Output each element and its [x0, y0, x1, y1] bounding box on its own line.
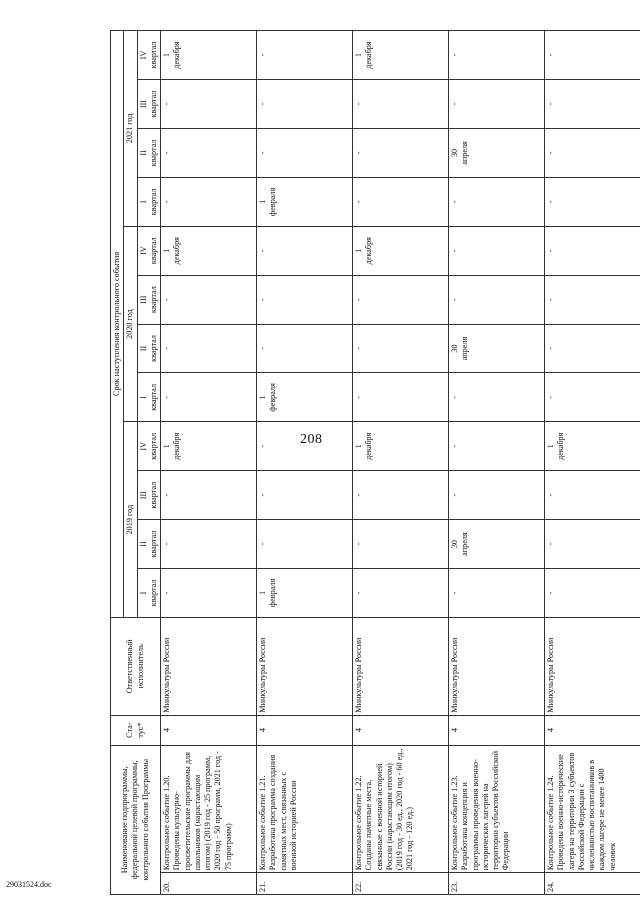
event-name: Контрольное событие 1.20. Проведены культурно-просветительские программы для школьников (нарастающим итогом) (2019 год - 25 программ, 2020 год - 50 программ, 2021 год - 75 программ)	[161, 745, 257, 873]
event-status: 4	[449, 715, 545, 745]
quarter-number: I	[138, 396, 148, 399]
deadline-day: -	[450, 102, 459, 106]
deadline-day: -	[450, 396, 459, 399]
deadline-day: 30	[450, 539, 459, 549]
quarter-cell	[161, 226, 257, 275]
table-body	[161, 31, 640, 895]
quarter-cell	[257, 373, 353, 422]
quarter-cell	[449, 226, 545, 275]
rotated-document-page	[110, 30, 640, 895]
quarter-word: квартал	[148, 41, 158, 69]
deadline-day: -	[450, 249, 459, 253]
deadline-day: 1	[258, 199, 267, 204]
deadline-day: -	[546, 396, 555, 399]
quarter-cell	[449, 569, 545, 618]
quarter-cell	[353, 569, 449, 618]
footer-doc-code: 29031524.doc	[6, 880, 52, 889]
header-quarter	[137, 128, 161, 177]
quarter-word: квартал	[148, 90, 158, 118]
deadline-month: декабря	[364, 237, 374, 265]
quarter-cell	[353, 31, 449, 80]
deadline-day: 30	[450, 148, 459, 158]
quarter-number: III	[138, 491, 148, 500]
header-year-2020: 2020 год	[124, 226, 137, 422]
deadline-day: -	[546, 53, 555, 57]
deadline-day: 30	[450, 344, 459, 353]
header-quarter	[137, 31, 161, 80]
event-executor: Минкультуры России	[545, 617, 640, 715]
quarter-cell	[161, 31, 257, 80]
deadline-day: -	[354, 200, 363, 204]
deadline-day: -	[258, 493, 267, 497]
deadline-month: декабря	[556, 432, 566, 460]
quarter-cell	[353, 177, 449, 226]
deadline-day: -	[258, 249, 267, 253]
header-quarter	[137, 324, 161, 373]
quarter-cell	[449, 324, 545, 373]
event-executor: Минкультуры России	[449, 617, 545, 715]
quarter-cell	[161, 80, 257, 129]
deadline-day: -	[162, 591, 171, 595]
row-number: 22.	[353, 873, 449, 895]
quarter-cell	[353, 471, 449, 520]
quarter-word: квартал	[148, 579, 158, 607]
deadline-day: -	[258, 444, 267, 448]
quarter-number: II	[138, 150, 148, 156]
event-name: Контрольное событие 1.24. Проведены военно-исторические лагеря на территории 3 субъектов Российской Федерации с численностью воспитанников в каждом лагере не менее 1400 человек	[545, 745, 640, 873]
deadline-day: -	[354, 347, 363, 350]
quarter-cell	[161, 177, 257, 226]
quarter-cell	[545, 520, 640, 569]
quarter-number: I	[138, 200, 148, 204]
quarter-cell	[545, 471, 640, 520]
quarter-cell	[449, 471, 545, 520]
control-events-table	[110, 30, 640, 895]
header-quarter	[137, 569, 161, 618]
table-row	[257, 31, 353, 895]
deadline-day: -	[258, 102, 267, 106]
header-year-2019: 2019 год	[124, 422, 137, 618]
deadline-day: 1	[354, 53, 363, 58]
quarter-cell	[257, 275, 353, 324]
quarter-cell	[545, 422, 640, 471]
quarter-cell	[257, 569, 353, 618]
deadline-day: -	[258, 298, 267, 301]
event-name: Контрольное событие 1.23. Разработана концепция и программы проведения военно-исторических лагерей на территории субъектов Российской Федерации	[449, 745, 545, 873]
event-executor: Минкультуры России	[161, 617, 257, 715]
quarter-cell	[449, 275, 545, 324]
quarter-cell	[449, 31, 545, 80]
deadline-day: 1	[354, 444, 363, 449]
quarter-cell	[353, 226, 449, 275]
event-status: 4	[353, 715, 449, 745]
quarter-cell	[353, 324, 449, 373]
quarter-cell	[545, 128, 640, 177]
deadline-day: -	[546, 151, 555, 155]
event-name: Контрольное событие 1.21. Разработана программа создания памятных мест, связанных с военной историей России	[257, 745, 353, 873]
quarter-cell	[161, 324, 257, 373]
deadline-day: -	[354, 591, 363, 595]
deadline-day: -	[258, 53, 267, 57]
event-status: 4	[161, 715, 257, 745]
deadline-month: декабря	[364, 432, 374, 460]
quarter-number: IV	[138, 246, 148, 256]
quarter-cell	[545, 275, 640, 324]
deadline-month: февраля	[268, 187, 278, 217]
table-row	[449, 31, 545, 895]
quarter-word: квартал	[148, 237, 158, 265]
quarter-cell	[353, 422, 449, 471]
header-quarter	[137, 373, 161, 422]
deadline-day: -	[450, 200, 459, 204]
row-number: 20.	[161, 873, 257, 895]
event-executor: Минкультуры России	[257, 617, 353, 715]
quarter-cell	[161, 520, 257, 569]
quarter-number: IV	[138, 50, 148, 60]
quarter-cell	[449, 373, 545, 422]
deadline-day: -	[354, 151, 363, 155]
quarter-cell	[161, 569, 257, 618]
deadline-day: -	[546, 347, 555, 350]
deadline-day: -	[162, 151, 171, 155]
header-quarter	[137, 422, 161, 471]
header-quarter	[137, 80, 161, 129]
header-deadline-group: Срок наступления контрольного события	[111, 31, 124, 618]
deadline-day: -	[450, 493, 459, 497]
quarter-word: квартал	[148, 530, 158, 558]
quarter-word: квартал	[148, 481, 158, 509]
quarter-cell	[161, 275, 257, 324]
quarter-word: квартал	[148, 188, 158, 216]
quarter-cell	[257, 324, 353, 373]
deadline-day: -	[546, 298, 555, 301]
header-quarter	[137, 226, 161, 275]
deadline-month: декабря	[172, 41, 182, 69]
deadline-day: -	[162, 396, 171, 399]
quarter-cell	[161, 373, 257, 422]
deadline-month: апреля	[460, 336, 470, 361]
quarter-cell	[545, 373, 640, 422]
deadline-day: -	[162, 347, 171, 350]
quarter-cell	[161, 422, 257, 471]
event-name: Контрольное событие 1.22. Созданы памятные места, связанные с военной историей России (нарастающим итогом) (2019 год - 30 ед., 2020 год - 60 ед., 2021 год - 120 ед.)	[353, 745, 449, 873]
quarter-cell	[545, 80, 640, 129]
quarter-cell	[353, 128, 449, 177]
deadline-day: -	[354, 542, 363, 546]
deadline-month: декабря	[172, 237, 182, 265]
deadline-day: -	[450, 591, 459, 595]
event-status: 4	[257, 715, 353, 745]
deadline-month: февраля	[268, 578, 278, 608]
deadline-day: 1	[258, 590, 267, 595]
quarter-cell	[257, 520, 353, 569]
deadline-day: -	[354, 102, 363, 106]
quarter-cell	[257, 80, 353, 129]
page-number: 208	[300, 432, 323, 447]
event-executor: Минкультуры России	[353, 617, 449, 715]
quarter-number: I	[138, 591, 148, 595]
quarter-cell	[257, 471, 353, 520]
quarter-cell	[257, 422, 353, 471]
header-name-col: Наименование подпрограммы, федеральной целевой программы, контрольного события Программы	[111, 745, 161, 894]
row-number: 23.	[449, 873, 545, 895]
deadline-day: -	[450, 298, 459, 301]
deadline-day: -	[162, 542, 171, 546]
deadline-day: -	[354, 493, 363, 497]
table-row	[545, 31, 640, 895]
quarter-cell	[257, 31, 353, 80]
deadline-month: декабря	[364, 41, 374, 69]
quarter-cell	[353, 520, 449, 569]
header-quarter	[137, 177, 161, 226]
quarter-number: III	[138, 295, 148, 304]
quarter-cell	[449, 520, 545, 569]
deadline-day: -	[450, 444, 459, 448]
header-quarter	[137, 471, 161, 520]
deadline-day: 1	[162, 444, 171, 449]
deadline-day: -	[258, 542, 267, 546]
quarter-cell	[449, 80, 545, 129]
deadline-day: -	[450, 53, 459, 57]
quarter-cell	[353, 275, 449, 324]
header-executor-col: Ответственный исполнитель	[111, 617, 161, 715]
header-year-2021: 2021 год	[124, 31, 137, 227]
quarter-cell	[545, 177, 640, 226]
deadline-day: 1	[162, 53, 171, 58]
quarter-number: II	[138, 541, 148, 547]
row-number: 21.	[257, 873, 353, 895]
quarter-cell	[545, 31, 640, 80]
deadline-day: -	[546, 591, 555, 595]
quarter-cell	[257, 128, 353, 177]
deadline-month: февраля	[268, 383, 278, 412]
quarter-number: II	[138, 345, 148, 352]
quarter-cell	[353, 373, 449, 422]
deadline-day: 1	[162, 248, 171, 253]
quarter-cell	[257, 226, 353, 275]
event-status: 4	[545, 715, 640, 745]
quarter-cell	[449, 422, 545, 471]
table-row	[161, 31, 257, 895]
quarter-word: квартал	[148, 335, 158, 362]
deadline-day: -	[354, 298, 363, 301]
deadline-day: -	[162, 298, 171, 301]
deadline-day: -	[546, 249, 555, 253]
quarter-word: квартал	[148, 383, 158, 411]
header-quarter	[137, 520, 161, 569]
deadline-day: -	[162, 200, 171, 204]
deadline-day: -	[546, 200, 555, 204]
deadline-day: -	[258, 347, 267, 350]
header-quarter	[137, 275, 161, 324]
deadline-day: -	[354, 396, 363, 399]
quarter-cell	[545, 569, 640, 618]
deadline-month: апреля	[460, 532, 470, 556]
quarter-cell	[353, 80, 449, 129]
deadline-day: -	[162, 493, 171, 497]
row-number: 24.	[545, 873, 640, 895]
deadline-month: декабря	[172, 432, 182, 460]
quarter-cell	[257, 177, 353, 226]
quarter-number: IV	[138, 441, 148, 451]
quarter-cell	[545, 324, 640, 373]
deadline-day: 1	[546, 444, 555, 449]
quarter-word: квартал	[148, 139, 158, 167]
quarter-cell	[449, 177, 545, 226]
deadline-day: 1	[258, 395, 267, 400]
deadline-day: -	[546, 493, 555, 497]
quarter-number: III	[138, 99, 148, 109]
quarter-word: квартал	[148, 432, 158, 460]
deadline-month: апреля	[460, 141, 470, 165]
table-row	[353, 31, 449, 895]
deadline-day: -	[258, 151, 267, 155]
quarter-cell	[449, 128, 545, 177]
header-status-col: Ста-тус*	[111, 715, 161, 745]
deadline-day: -	[162, 102, 171, 106]
deadline-day: -	[546, 542, 555, 546]
quarter-cell	[161, 471, 257, 520]
deadline-day: -	[546, 102, 555, 106]
deadline-day: 1	[354, 248, 363, 253]
quarter-cell	[545, 226, 640, 275]
quarter-word: квартал	[148, 286, 158, 314]
quarter-cell	[161, 128, 257, 177]
